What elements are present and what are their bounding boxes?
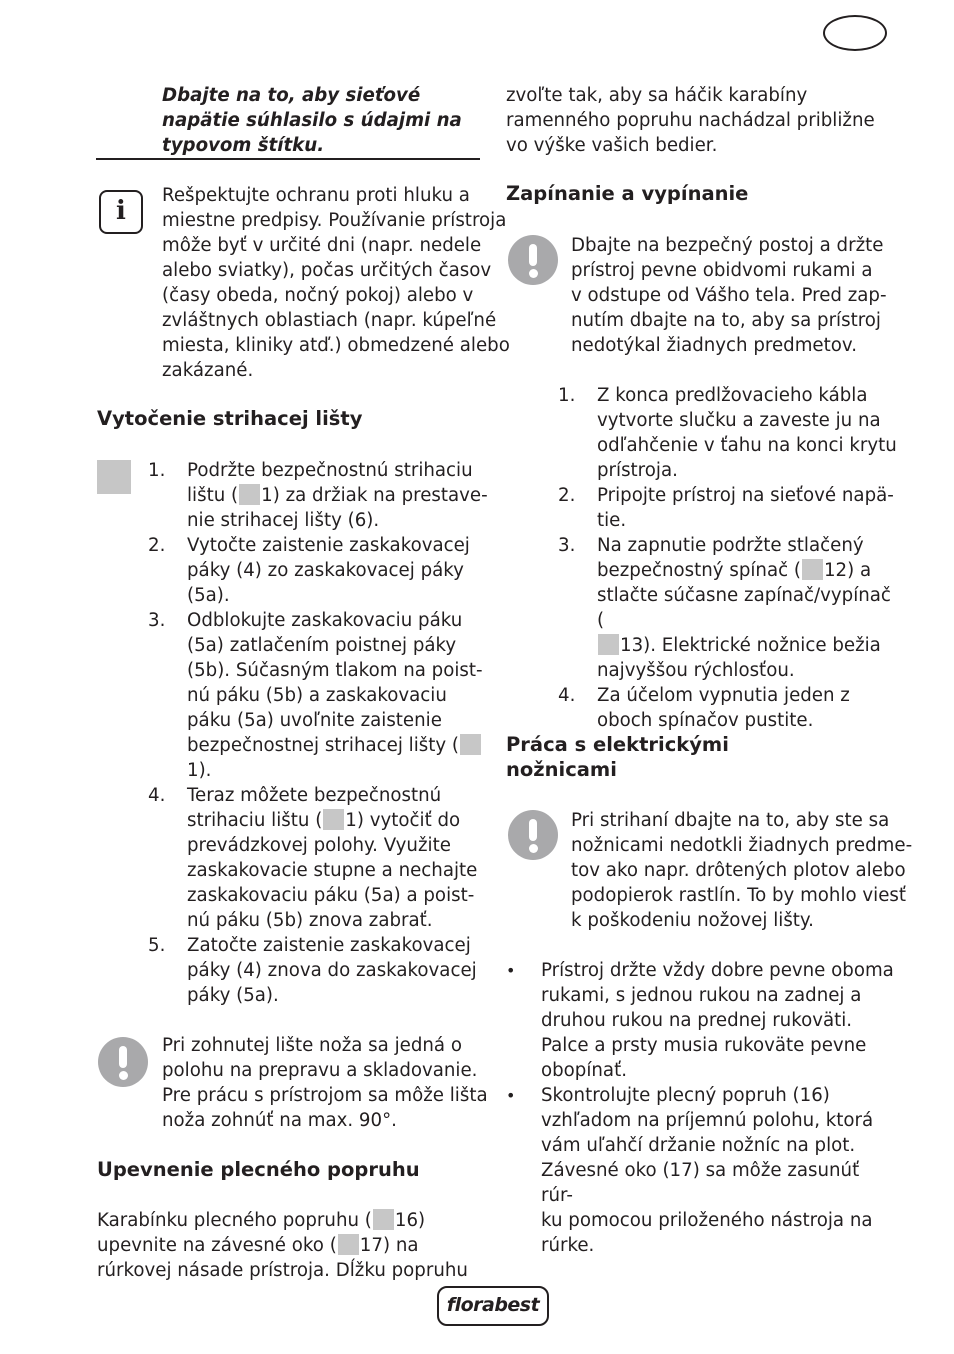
text-fragment: 1) vytočiť do xyxy=(345,810,461,831)
step-number: 4. xyxy=(148,785,166,806)
text-fragment: 17) na xyxy=(359,1235,419,1256)
step-text-line xyxy=(597,533,898,558)
text-line: zakázané. xyxy=(162,360,254,381)
text-fragment: Odblokujte zaskakovaciu páku xyxy=(187,610,463,631)
step-text-line xyxy=(187,983,488,1008)
figure-reference-marker xyxy=(598,634,619,655)
bullet-text-line: Palce a prsty musia rukoväte pevne xyxy=(541,1035,867,1056)
text-fragment: páky (4) zo zaskakovacej páky xyxy=(187,560,464,581)
list-item xyxy=(148,608,488,783)
text-fragment: bezpečnostný spínač ( xyxy=(597,560,801,581)
text-fragment: najvyššou rýchlosťou. xyxy=(597,660,795,681)
text-fragment: zaskakovacie stupne a nechajte xyxy=(187,860,478,881)
step-number: 4. xyxy=(558,685,576,706)
step-text-line xyxy=(187,683,488,708)
step-number: 2. xyxy=(558,485,576,506)
step-text-line xyxy=(187,508,488,533)
text-fragment: (5b). Súčasným tlakom na poist- xyxy=(187,660,483,681)
step-number: 3. xyxy=(148,610,166,631)
text-line: nedotýkal žiadnych predmetov. xyxy=(571,335,858,356)
text-fragment: Na zapnutie podržte stlačený xyxy=(597,535,864,556)
step-text-line xyxy=(597,458,898,483)
safe-stance-warning xyxy=(571,233,887,358)
text-fragment: prístroja. xyxy=(597,460,678,481)
step-number: 1. xyxy=(148,460,166,481)
step-text-line xyxy=(187,808,488,833)
step-text-line xyxy=(187,458,488,483)
bullet-text-line: vzhľadom na príjemnú polohu, ktorá xyxy=(541,1110,874,1131)
figure-reference-marker xyxy=(373,1209,394,1230)
text-fragment: páku (5a) uvoľnite zaistenie xyxy=(187,710,442,731)
text-line: prístroj pevne obidvomi rukami a xyxy=(571,260,873,281)
list-item xyxy=(148,533,488,608)
text-fragment: tie. xyxy=(597,510,627,531)
info-icon: i xyxy=(99,190,143,234)
text-fragment: Podržte bezpečnostnú strihaciu xyxy=(187,460,473,481)
step-text-line xyxy=(597,433,898,458)
text-line: Rešpektujte ochranu proti hluku a xyxy=(162,185,470,206)
text-fragment: (5a) zatlačením poistnej páky xyxy=(187,635,457,656)
language-badge xyxy=(823,15,887,51)
figure-reference-marker xyxy=(338,1234,359,1255)
text-line: Pri strihaní dbajte na to, aby ste sa xyxy=(571,810,890,831)
bullet-text-line: Prístroj držte vždy dobre pevne oboma xyxy=(541,960,894,981)
list-item xyxy=(148,783,488,933)
text-fragment: strihaciu lištu ( xyxy=(187,810,323,831)
text-fragment: prevádzkovej polohy. Využite xyxy=(187,835,451,856)
step-text-line xyxy=(597,583,898,633)
bullet-text-line: Závesné oko (17) sa môže zasunúť rúr- xyxy=(541,1160,860,1206)
step-text-line xyxy=(597,408,898,433)
step-number: 3. xyxy=(558,535,576,556)
text-fragment: páky (4) znova do zaskakovacej xyxy=(187,960,477,981)
exclamation-icon xyxy=(98,1037,148,1087)
text-line: Dbajte na bezpečný postoj a držte xyxy=(571,235,884,256)
working-bullets-list xyxy=(506,958,896,1258)
figure-reference-marker xyxy=(802,559,823,580)
text-fragment: upevnite na závesné oko ( xyxy=(97,1235,337,1256)
text-fragment: Karabínku plecného popruhu ( xyxy=(97,1210,372,1231)
bent-blade-warning xyxy=(162,1033,488,1133)
text-fragment: 1) za držiak na prestave- xyxy=(261,485,488,506)
list-item xyxy=(558,383,898,483)
step-text-line xyxy=(597,558,898,583)
text-line: Dbajte na to, aby sieťové xyxy=(162,85,421,106)
list-item xyxy=(148,458,488,533)
text-line xyxy=(97,1208,468,1233)
text-fragment: Za účelom vypnutia jeden z xyxy=(597,685,850,706)
text-fragment: lištu ( xyxy=(187,485,239,506)
step-text-line xyxy=(187,608,488,633)
step-text-line xyxy=(597,483,898,508)
list-item xyxy=(558,483,898,533)
text-fragment: odľahčenie v ťahu na konci krytu xyxy=(597,435,897,456)
step-text-line xyxy=(597,683,898,708)
fence-contact-warning xyxy=(571,808,912,933)
bullet-text-line: rúrke. xyxy=(541,1235,595,1256)
text-fragment: (5a). xyxy=(187,585,230,606)
step-text-line xyxy=(187,833,488,858)
step-text-line xyxy=(187,658,488,683)
bullet-text-line: druhou rukou na prednej rukoväti. xyxy=(541,1010,853,1031)
step-text-line xyxy=(187,783,488,808)
text-line: Pre prácu s prístrojom sa môže lišta xyxy=(162,1085,488,1106)
text-line: miesta, kliniky atď.) obmedzené alebo xyxy=(162,335,510,356)
heading-on-off: Zapínanie a vypínanie xyxy=(506,182,749,205)
step-text-line xyxy=(187,758,488,783)
text-fragment: zaskakovaciu páku (5a) a poist- xyxy=(187,885,475,906)
text-line: zvoľte tak, aby sa háčik karabíny xyxy=(506,85,808,106)
text-fragment: 12) a xyxy=(823,560,872,581)
step-text-line xyxy=(187,483,488,508)
list-item xyxy=(558,533,898,683)
step-text-line xyxy=(597,708,898,733)
section-divider xyxy=(96,158,480,160)
text-line: nožnicami nedotkli žiadnych predme- xyxy=(571,835,913,856)
text-line: (časy obeda, nočný pokoj) alebo v xyxy=(162,285,474,306)
exclamation-icon xyxy=(508,235,558,285)
text-fragment: Pripojte prístroj na sieťové napä- xyxy=(597,485,894,506)
step-text-line xyxy=(597,383,898,408)
step-text-line xyxy=(597,508,898,533)
noise-protection-note xyxy=(162,183,510,383)
text-line: podopierok rastlín. To by mohlo viesť xyxy=(571,885,907,906)
text-fragment: nie strihacej lišty (6). xyxy=(187,510,380,531)
figure-reference-marker xyxy=(239,484,260,505)
figure-reference-square xyxy=(97,460,131,494)
bullet-icon: • xyxy=(506,961,516,980)
heading-shoulder-strap: Upevnenie plecného popruhu xyxy=(97,1158,420,1181)
text-line: alebo sviatky), počas určitých časov xyxy=(162,260,492,281)
text-line: nožnicami xyxy=(506,758,617,781)
bullet-text-line: ku pomocou priloženého nástroja na xyxy=(541,1210,873,1231)
text-fragment: nú páku (5b) znova zabrať. xyxy=(187,910,433,931)
text-line: vo výške vašich bedier. xyxy=(506,135,718,156)
text-line: zvláštnych oblastiach (napr. kúpeľné xyxy=(162,310,497,331)
step-text-line xyxy=(187,883,488,908)
strap-instructions xyxy=(97,1208,468,1283)
bullet-icon: • xyxy=(506,1086,516,1105)
list-item xyxy=(506,958,896,1083)
figure-reference-marker xyxy=(323,809,344,830)
text-line: Práca s elektrickými xyxy=(506,733,729,756)
bullet-text-line: vám uľahčí držanie nožníc na plot. xyxy=(541,1135,856,1156)
exclamation-icon xyxy=(508,810,558,860)
text-fragment: bezpečnostnej strihacej lišty ( xyxy=(187,735,460,756)
mains-voltage-warning xyxy=(162,83,462,158)
text-fragment: 1). xyxy=(187,760,212,781)
text-fragment: 13). Elektrické nožnice bežia xyxy=(620,635,881,656)
text-line xyxy=(97,1233,468,1258)
step-text-line xyxy=(597,658,898,683)
text-fragment: rúrkovej násade prístroja. Dĺžku popruhu xyxy=(97,1260,468,1281)
step-text-line xyxy=(187,958,488,983)
text-fragment: Z konca predlžovacieho kábla xyxy=(597,385,868,406)
on-off-steps-list xyxy=(558,383,898,733)
step-number: 5. xyxy=(148,935,166,956)
step-text-line xyxy=(187,633,488,658)
text-line: k poškodeniu nožovej lišty. xyxy=(571,910,814,931)
florabest-logo: florabest xyxy=(437,1286,549,1326)
figure-reference-marker xyxy=(460,734,481,755)
text-line: napätie súhlasilo s údajmi na xyxy=(162,110,462,131)
text-line: polohu na prepravu a skladovanie. xyxy=(162,1060,478,1081)
list-item xyxy=(558,683,898,733)
text-fragment: nú páku (5b) a zaskakovaciu xyxy=(187,685,447,706)
bullet-text-line: Skontrolujte plecný popruh (16) xyxy=(541,1085,830,1106)
rotate-steps-list xyxy=(148,458,488,1008)
text-fragment: Vytočte zaistenie zaskakovacej xyxy=(187,535,470,556)
text-line: typovom štítku. xyxy=(162,135,325,156)
step-number: 1. xyxy=(558,385,576,406)
text-line: môže byť v určité dni (napr. nedele xyxy=(162,235,482,256)
heading-working xyxy=(506,732,729,782)
text-line: v odstupe od Vášho tela. Pred zap- xyxy=(571,285,887,306)
step-text-line xyxy=(187,558,488,583)
text-line: ramenného popruhu nachádzal približne xyxy=(506,110,875,131)
text-fragment: vytvorte slučku a zaveste ju na xyxy=(597,410,881,431)
step-text-line xyxy=(597,633,898,658)
step-number: 2. xyxy=(148,535,166,556)
text-fragment: Zatočte zaistenie zaskakovacej xyxy=(187,935,471,956)
text-line: tov ako napr. drôtených plotov alebo xyxy=(571,860,906,881)
heading-rotate-blade: Vytočenie strihacej lišty xyxy=(97,407,363,430)
text-line xyxy=(97,1258,468,1283)
bullet-text-line: obopínať. xyxy=(541,1060,627,1081)
text-line: nutím dbajte na to, aby sa prístroj xyxy=(571,310,881,331)
step-text-line xyxy=(187,533,488,558)
list-item xyxy=(506,1083,896,1258)
step-text-line xyxy=(187,708,488,733)
text-line: Pri zohnutej lište noža sa jedná o xyxy=(162,1035,462,1056)
strap-instructions-continued xyxy=(506,83,875,158)
step-text-line xyxy=(187,733,488,758)
list-item xyxy=(148,933,488,1008)
text-fragment: Teraz môžete bezpečnostnú xyxy=(187,785,442,806)
step-text-line xyxy=(187,583,488,608)
text-line: miestne predpisy. Používanie prístroja xyxy=(162,210,507,231)
text-fragment: oboch spínačov pustite. xyxy=(597,710,814,731)
text-line: noža zohnúť na max. 90°. xyxy=(162,1110,397,1131)
text-fragment: stlačte súčasne zapínač/vypínač ( xyxy=(597,585,891,631)
step-text-line xyxy=(187,858,488,883)
bullet-text-line: rukami, s jednou rukou na zadnej a xyxy=(541,985,862,1006)
step-text-line xyxy=(187,933,488,958)
text-fragment: páky (5a). xyxy=(187,985,279,1006)
step-text-line xyxy=(187,908,488,933)
text-fragment: 16) xyxy=(394,1210,426,1231)
